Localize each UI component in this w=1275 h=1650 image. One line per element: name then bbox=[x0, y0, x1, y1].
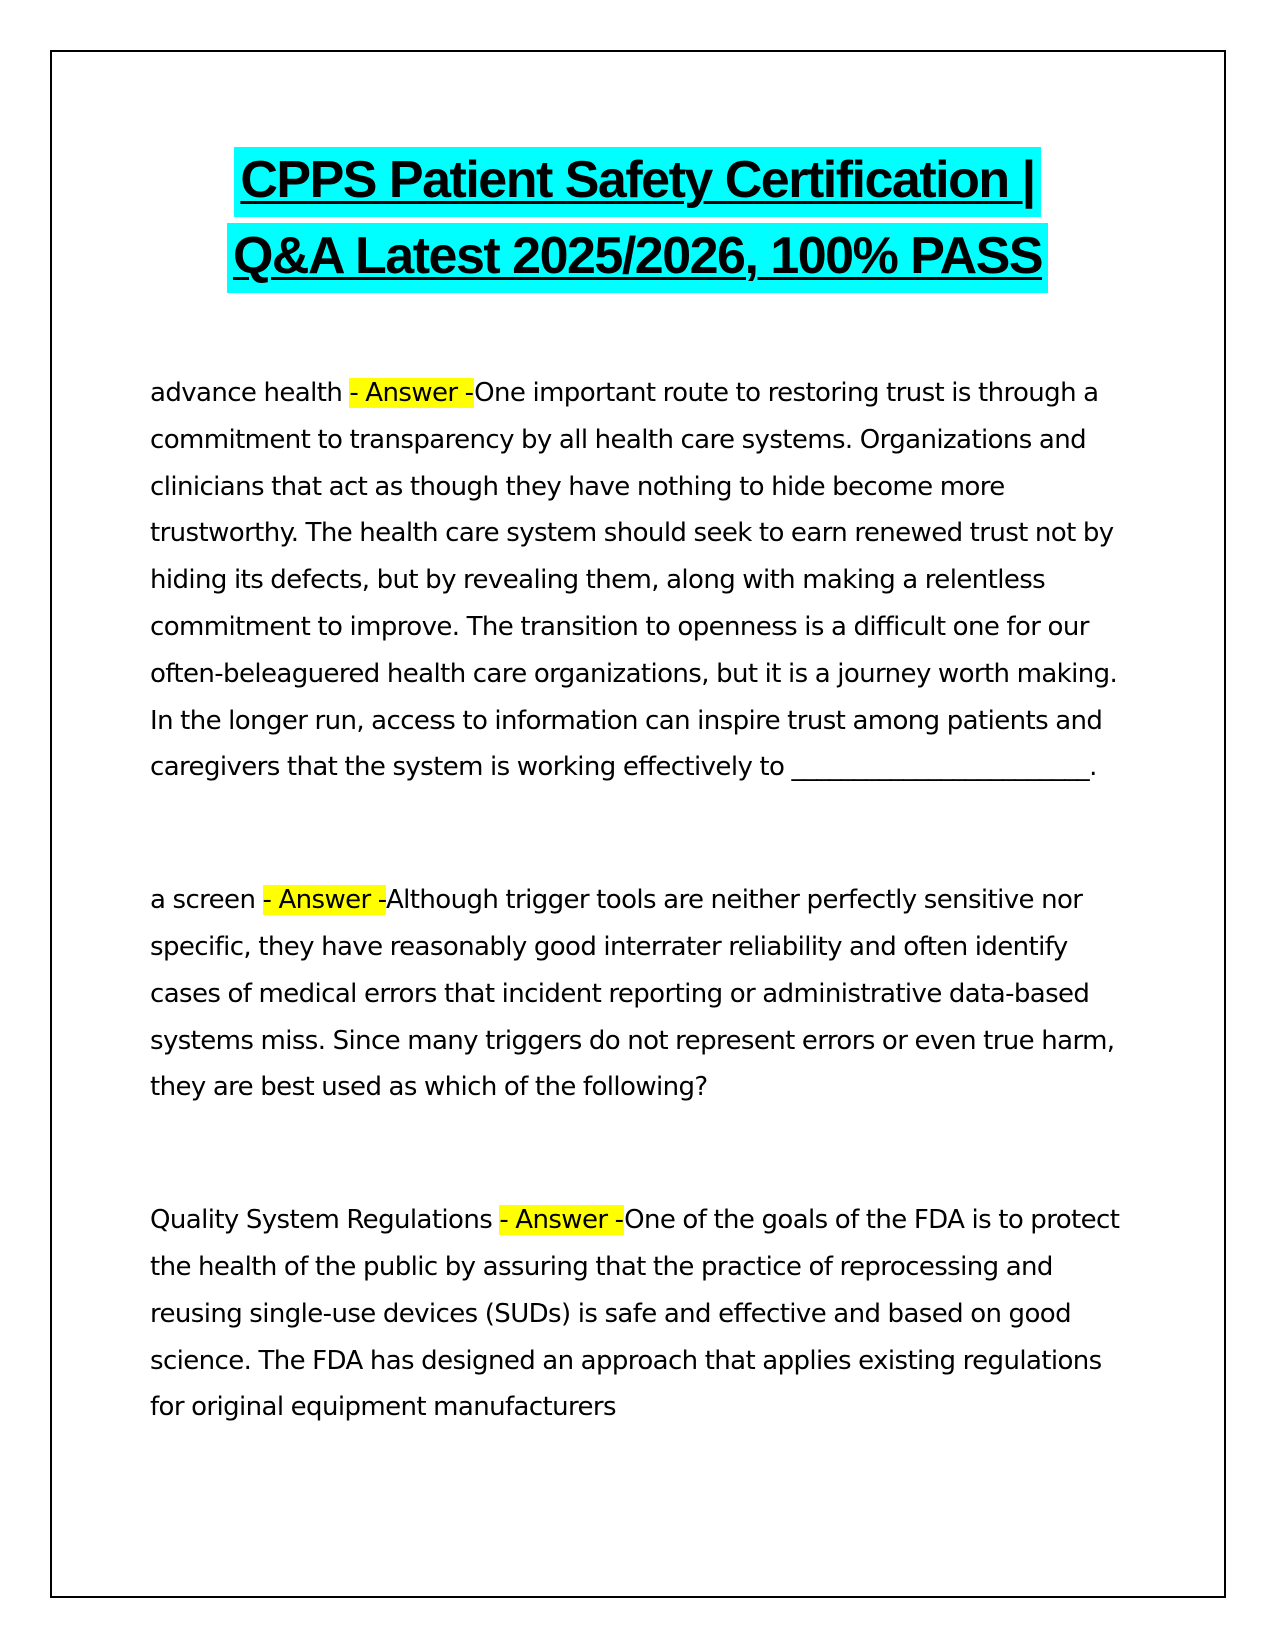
qa-term: Quality System Regulations bbox=[150, 1205, 500, 1236]
answer-separator: - Answer - bbox=[349, 378, 475, 408]
page-title bbox=[0, 147, 1275, 299]
qa-text: One important route to restoring trust is through a commitment to transparency by all health care systems. Organizations and clinicians that act as though they have nothing to hide become more trustworthy. The health care system should seek to earn renewed trust not by hiding its defects, but by revealing them, along with making a relentless commitment to improve. The transition to openness is a difficult one for our often-beleaguered health care organizations, but it is a journey worth making. In the longer run, access to information can inspire trust among patients and caregivers that the system is working effectively to ________________________. bbox=[150, 378, 1118, 783]
qa-item bbox=[150, 1197, 1130, 1431]
answer-separator: - Answer - bbox=[499, 1205, 625, 1236]
title-line-1: CPPS Patient Safety Certification | bbox=[234, 147, 1040, 217]
qa-text: Although trigger tools are neither perfectly sensitive nor specific, they have reasonably good interrater reliability and often identify cases of medical errors that incident reporting or administrative data-based systems miss. Since many triggers do not represent errors or even true harm, they are best used as which of the following? bbox=[150, 885, 1115, 1103]
answer-separator: - Answer - bbox=[262, 885, 386, 916]
qa-item bbox=[150, 877, 1130, 1111]
qa-item bbox=[150, 370, 1130, 791]
qa-text: One of the goals of the FDA is to protect the health of the public by assuring that the practice of reprocessing and reusing single-use devices (SUDs) is safe and effective and based on good science. The FDA has designed an approach that applies existing regulations for original equipment manufacturers bbox=[150, 1205, 1120, 1423]
qa-term: advance health bbox=[150, 378, 350, 408]
qa-term: a screen bbox=[150, 885, 263, 916]
qa-list bbox=[150, 370, 1130, 1431]
title-line-2: Q&A Latest 2025/2026, 100% PASS bbox=[227, 223, 1048, 293]
